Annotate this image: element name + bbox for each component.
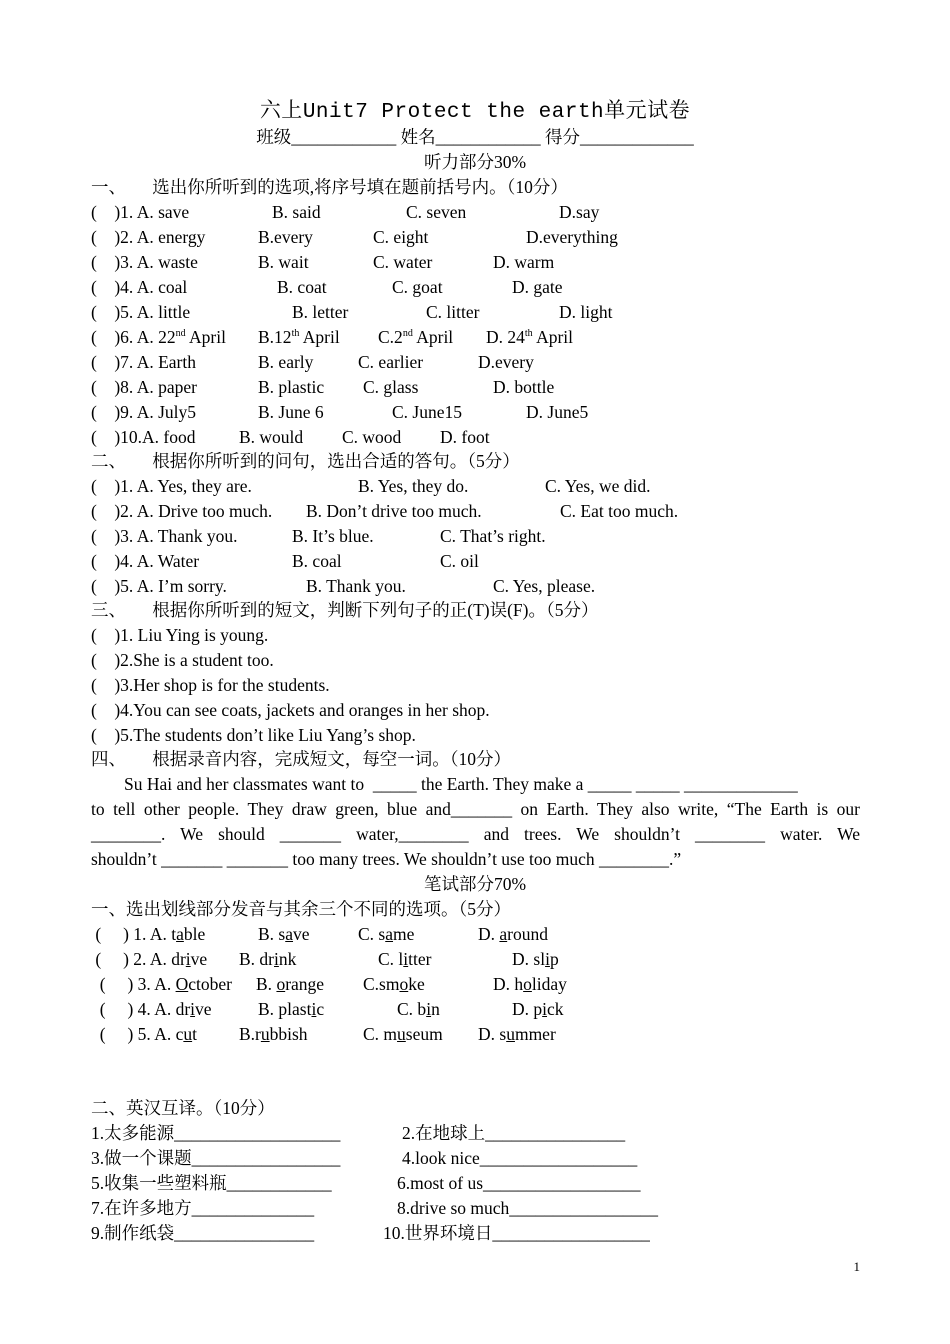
option-c: C. eight bbox=[373, 227, 429, 247]
option-c: C. oil bbox=[440, 551, 479, 571]
option-b bbox=[239, 947, 296, 971]
page-number: 1 bbox=[853, 1259, 860, 1274]
prefix: C.sm bbox=[363, 974, 400, 994]
option-c bbox=[358, 922, 414, 946]
sec3-item-3: ( )3.Her shop is for the students. bbox=[91, 675, 330, 695]
option-d: D.every bbox=[478, 352, 534, 372]
option-d bbox=[486, 325, 573, 349]
option-a-text: ( )6. A. 22 bbox=[91, 327, 176, 347]
underlined: a bbox=[385, 924, 394, 944]
option-b-sup: th bbox=[291, 328, 300, 340]
option-c: C. June15 bbox=[392, 402, 462, 422]
option-b: B. Yes, they do. bbox=[358, 476, 469, 496]
title-cn1: 六上 bbox=[259, 98, 303, 122]
option-d: D. bottle bbox=[493, 377, 555, 397]
option-d: D.say bbox=[559, 202, 600, 222]
option-d: D. gate bbox=[512, 277, 563, 297]
underlined: a bbox=[176, 924, 184, 944]
written-section-title: 笔试部分70% bbox=[423, 874, 527, 894]
option-c: C. earlier bbox=[358, 352, 424, 372]
suffix: n bbox=[431, 999, 440, 1019]
prefix: B.r bbox=[239, 1024, 261, 1044]
title-en: Unit7 Protect the earth bbox=[302, 101, 605, 124]
option-b: B. coat bbox=[277, 277, 327, 297]
prefix: ( ) 1. A. t bbox=[91, 924, 177, 944]
prefix: C. l bbox=[378, 949, 404, 969]
cloze-line-3: ________. We should _______ water,________ and trees. We shouldn’t ________ water. We bbox=[91, 824, 860, 844]
translate-item-left: 1.太多能源___________________ bbox=[91, 1123, 341, 1143]
option-d: D.everything bbox=[526, 227, 618, 247]
cloze-line-4: shouldn’t _______ _______ too many trees. We shouldn’t use too much ________.” bbox=[91, 849, 682, 869]
option-a: ( )3. A. Thank you. bbox=[91, 526, 238, 546]
option-c: C. wood bbox=[342, 427, 402, 447]
option-c: C. water bbox=[373, 252, 433, 272]
option-d bbox=[512, 947, 559, 971]
option-c-text: C.2 bbox=[378, 327, 403, 347]
option-b-text: B.12 bbox=[258, 327, 292, 347]
suffix: nk bbox=[278, 949, 297, 969]
option-b-tail: April bbox=[299, 327, 340, 347]
option-c bbox=[397, 997, 440, 1021]
suffix: ve bbox=[190, 949, 208, 969]
sec3-item-2: ( )2.She is a student too. bbox=[91, 650, 274, 670]
option-c-tail: April bbox=[412, 327, 454, 347]
underlined: u bbox=[260, 1024, 270, 1044]
translate-item-right: 4.look nice__________________ bbox=[402, 1148, 638, 1168]
option-b: B. It’s blue. bbox=[292, 526, 374, 546]
suffix: liday bbox=[531, 974, 567, 994]
suffix: round bbox=[507, 924, 548, 944]
option-a: ( )3. A. waste bbox=[91, 252, 198, 272]
suffix: ctober bbox=[188, 974, 232, 994]
option-d-tail: April bbox=[532, 327, 574, 347]
underlined: i bbox=[274, 949, 279, 969]
option-b: B. said bbox=[272, 202, 321, 222]
option-c: C. litter bbox=[426, 302, 480, 322]
prefix: C. s bbox=[358, 924, 386, 944]
option-b: B.every bbox=[258, 227, 313, 247]
prefix: B. bbox=[256, 974, 277, 994]
option-b: B. Thank you. bbox=[306, 576, 406, 596]
sec3-item-5: ( )5.The students don’t like Liu Yang’s shop. bbox=[91, 725, 416, 745]
cloze-line-1: Su Hai and her classmates want to _____ the Earth. They make a _____ _____ _____________ bbox=[124, 774, 798, 794]
prefix: D. sl bbox=[512, 949, 546, 969]
option-c: C. seven bbox=[406, 202, 467, 222]
underlined: o bbox=[399, 974, 409, 994]
prefix: C. b bbox=[397, 999, 427, 1019]
option-d: D. foot bbox=[440, 427, 490, 447]
prefix: ( ) 2. A. dr bbox=[91, 949, 186, 969]
option-a: ( )1. A. save bbox=[91, 202, 190, 222]
option-b: B. early bbox=[258, 352, 314, 372]
suffix: ble bbox=[183, 924, 206, 944]
cloze-line-2: to tell other people. They draw green, blue and_______ on Earth. They also write, “The Earth is our bbox=[91, 799, 860, 819]
translate-item-right: 8.drive so much_________________ bbox=[397, 1198, 659, 1218]
option-a bbox=[91, 972, 232, 996]
translate-item-right: 2.在地球上________________ bbox=[402, 1123, 626, 1143]
suffix: p bbox=[549, 949, 559, 969]
option-d: D. June5 bbox=[526, 402, 589, 422]
listening-section-title: 听力部分30% bbox=[423, 152, 527, 172]
option-c: C. Yes, please. bbox=[493, 576, 596, 596]
underlined: o bbox=[276, 974, 286, 994]
option-b bbox=[256, 972, 324, 996]
option-c: C. That’s right. bbox=[440, 526, 546, 546]
translate-item-left: 3.做一个课题_________________ bbox=[91, 1148, 341, 1168]
option-a: ( )2. A. Drive too much. bbox=[91, 501, 273, 521]
suffix: ve bbox=[195, 999, 212, 1019]
suffix: ck bbox=[547, 999, 564, 1019]
translate-item-right: 6.most of us__________________ bbox=[397, 1173, 641, 1193]
sec1-heading: 一、 选出你所听到的选项,将序号填在题前括号内。（10分） bbox=[91, 177, 568, 197]
sec3-heading: 三、 根据你所听到的短文，判断下列句子的正(T)误(F)。（5分） bbox=[91, 600, 599, 620]
prefix: B. s bbox=[258, 924, 286, 944]
translate-item-left: 5.收集一些塑料瓶____________ bbox=[91, 1173, 332, 1193]
option-c bbox=[378, 325, 453, 349]
prefix: ( ) 4. A. dr bbox=[91, 999, 191, 1019]
option-c bbox=[363, 972, 425, 996]
option-c: C. glass bbox=[363, 377, 419, 397]
underlined: O bbox=[175, 974, 189, 994]
sec2-heading: 二、 根据你所听到的问句，选出合适的答句。（5分） bbox=[91, 451, 520, 471]
underlined: i bbox=[311, 999, 317, 1019]
underlined: u bbox=[506, 1024, 515, 1044]
prefix: B. plast bbox=[258, 999, 312, 1019]
sec4-heading: 四、 根据录音内容，完成短文，每空一词。（10分） bbox=[91, 749, 511, 769]
option-a: ( )2. A. energy bbox=[91, 227, 206, 247]
option-d: D. light bbox=[559, 302, 613, 322]
underlined: o bbox=[523, 974, 532, 994]
page-title bbox=[0, 98, 950, 125]
w1-heading: 一、选出划线部分发音与其余三个不同的选项。（5分） bbox=[91, 899, 511, 919]
option-a bbox=[91, 947, 207, 971]
suffix: seum bbox=[405, 1024, 443, 1044]
sec3-item-1: ( )1. Liu Ying is young. bbox=[91, 625, 269, 645]
option-b bbox=[258, 922, 310, 946]
underlined: u bbox=[397, 1024, 406, 1044]
student-info-line: 班级____________ 姓名____________ 得分_____________ bbox=[256, 127, 694, 147]
suffix: tter bbox=[408, 949, 432, 969]
translate-item-right: 10.世界环境日__________________ bbox=[383, 1223, 650, 1243]
underlined: a bbox=[285, 924, 294, 944]
option-a bbox=[91, 325, 226, 349]
underlined: i bbox=[426, 999, 432, 1019]
suffix: range bbox=[285, 974, 325, 994]
option-a bbox=[91, 997, 212, 1021]
option-a-tail: April bbox=[185, 327, 226, 347]
w2-heading: 二、英汉互译。（10分） bbox=[91, 1098, 275, 1118]
suffix: ke bbox=[408, 974, 425, 994]
prefix: B. dr bbox=[239, 949, 274, 969]
option-a: ( )8. A. paper bbox=[91, 377, 197, 397]
underlined: u bbox=[183, 1024, 193, 1044]
option-d-sup: th bbox=[524, 328, 533, 340]
option-a bbox=[91, 1022, 197, 1046]
option-c-sup: nd bbox=[402, 328, 413, 340]
option-c: C. goat bbox=[392, 277, 443, 297]
prefix: ( ) 3. A. bbox=[91, 974, 176, 994]
option-d bbox=[478, 922, 548, 946]
option-a: ( )1. A. Yes, they are. bbox=[91, 476, 252, 496]
suffix: c bbox=[316, 999, 325, 1019]
option-d bbox=[493, 972, 567, 996]
option-c: C. Eat too much. bbox=[560, 501, 679, 521]
underlined: i bbox=[190, 999, 196, 1019]
option-c: C. Yes, we did. bbox=[545, 476, 651, 496]
prefix: D. s bbox=[478, 1024, 507, 1044]
option-a: ( )5. A. I’m sorry. bbox=[91, 576, 227, 596]
underlined: i bbox=[403, 949, 409, 969]
option-b bbox=[258, 325, 340, 349]
underlined: i bbox=[545, 949, 550, 969]
option-a-sup: nd bbox=[175, 328, 186, 340]
option-a: ( )5. A. little bbox=[91, 302, 191, 322]
option-d bbox=[478, 1022, 556, 1046]
option-b bbox=[239, 1022, 308, 1046]
option-d bbox=[512, 997, 564, 1021]
underlined: i bbox=[542, 999, 548, 1019]
option-b: B. letter bbox=[292, 302, 349, 322]
option-b: B. would bbox=[239, 427, 304, 447]
underlined: i bbox=[185, 949, 191, 969]
title-cn2: 单元试卷 bbox=[604, 98, 691, 122]
translate-item-left: 9.制作纸袋________________ bbox=[91, 1223, 315, 1243]
suffix: bbish bbox=[269, 1024, 308, 1044]
prefix: D. p bbox=[512, 999, 543, 1019]
option-c bbox=[363, 1022, 443, 1046]
translate-item-left: 7.在许多地方______________ bbox=[91, 1198, 315, 1218]
option-a: ( )4. A. Water bbox=[91, 551, 200, 571]
suffix: ve bbox=[293, 924, 310, 944]
prefix: D. h bbox=[493, 974, 524, 994]
prefix: D. bbox=[478, 924, 500, 944]
sec3-item-4: ( )4.You can see coats, jackets and oranges in her shop. bbox=[91, 700, 490, 720]
suffix: me bbox=[393, 924, 415, 944]
option-d-text: D. 24 bbox=[486, 327, 525, 347]
suffix: t bbox=[192, 1024, 197, 1044]
option-c bbox=[378, 947, 432, 971]
option-b: B. Don’t drive too much. bbox=[306, 501, 482, 521]
option-a: ( )10.A. food bbox=[91, 427, 196, 447]
option-b: B. wait bbox=[258, 252, 309, 272]
prefix: C. m bbox=[363, 1024, 398, 1044]
option-b: B. coal bbox=[292, 551, 342, 571]
option-a: ( )4. A. coal bbox=[91, 277, 188, 297]
option-d: D. warm bbox=[493, 252, 555, 272]
option-b: B. plastic bbox=[258, 377, 325, 397]
option-a: ( )9. A. July5 bbox=[91, 402, 196, 422]
prefix: ( ) 5. A. c bbox=[91, 1024, 184, 1044]
suffix: mmer bbox=[514, 1024, 556, 1044]
option-b bbox=[258, 997, 324, 1021]
option-a: ( )7. A. Earth bbox=[91, 352, 196, 372]
underlined: a bbox=[499, 924, 508, 944]
option-b: B. June 6 bbox=[258, 402, 324, 422]
option-a bbox=[91, 922, 205, 946]
